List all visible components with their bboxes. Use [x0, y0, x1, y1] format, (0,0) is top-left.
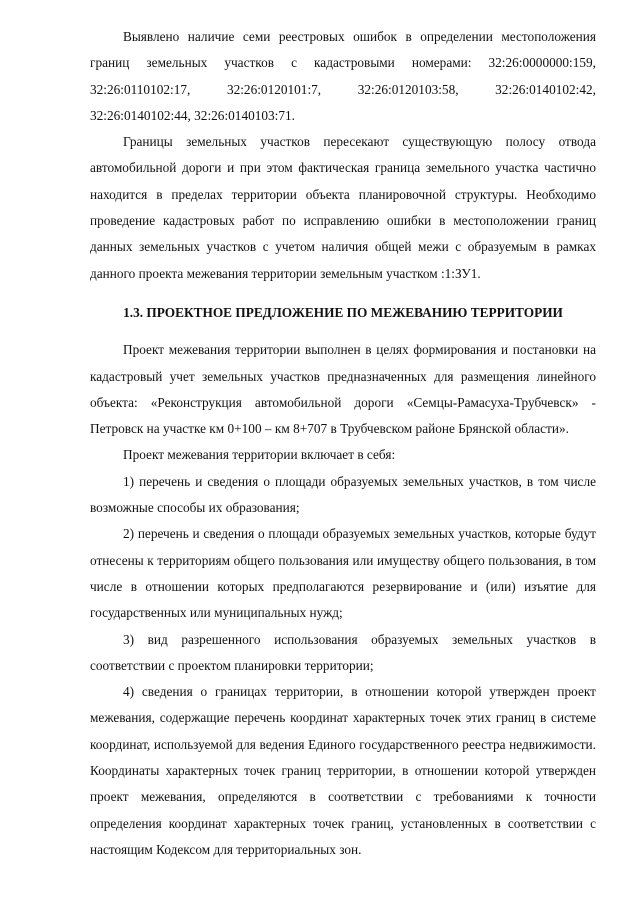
paragraph-registry-errors: Выявлено наличие семи реестровых ошибок в определении местоположения границ земельных участков с кадастровыми номерами: 32:26:0000000:159, 32:26:0110102:17, 32:26:0120101:7, 32:26:0120103:58, 32:26:0140102:42, 32:26:0140102:44, 32:26:0140103:71. [90, 29, 596, 123]
list-item-4: 4) сведения о границах территории, в отношении которой утвержден проект межевания, содержащие перечень координат характерных точек этих границ в системе координат, используемой для ведения Единого государственного реестра недвижимости. Координаты характерных точек границ территории, в отношении которой утвержден проект межевания, определяются в соответствии с требованиями к точности определения координат характерных точек границ, установленных в соответствии с настоящим Кодексом для территориальных зон. [90, 684, 596, 857]
paragraph-project-includes: Проект межевания территории включает в себя: [123, 447, 396, 463]
paragraph-project-purpose: Проект межевания территории выполнен в целях формирования и постановки на кадастровый учет земельных участков предназначенных для размещения линейного объекта: «Реконструкция автомобильной дороги «Семцы-Рамасуха-Трубчевск» - Петровск на участке км 0+100 – км 8+707 в Трубчевском районе Брянской области». [90, 342, 596, 437]
section-heading: 1.3. ПРОЕКТНОЕ ПРЕДЛОЖЕНИЕ ПО МЕЖЕВАНИЮ ТЕРРИТОРИИ [123, 304, 563, 320]
document-body [90, 24, 596, 863]
list-item-3: 3) вид разрешенного использования образуемых земельных участков в соответствии с проектом планировки территории; [90, 631, 596, 673]
list-item-1: 1) перечень и сведения о площади образуемых земельных участков, в том числе возможные способы их образования; [90, 473, 596, 516]
list-item-2: 2) перечень и сведения о площади образуемых земельных участков, которые будут отнесены к территориям общего пользования или имуществу общего пользования, в том числе в отношении которых предполагаются резервирование и (или) изъятие для государственных или муниципальных нужд; [90, 526, 596, 621]
paragraph-boundaries-intersection: Границы земельных участков пересекают существующую полосу отвода автомобильной дороги и при этом фактическая граница земельного участка частично находится в пределах территории объекта планировочной структуры. Необходимо проведение кадастровых работ по исправлению ошибки в местоположении границ данных земельных участков с учетом наличия общей межи с образуемым в рамках данного проекта межевания территории земельным участком :1:ЗУ1. [90, 134, 596, 281]
